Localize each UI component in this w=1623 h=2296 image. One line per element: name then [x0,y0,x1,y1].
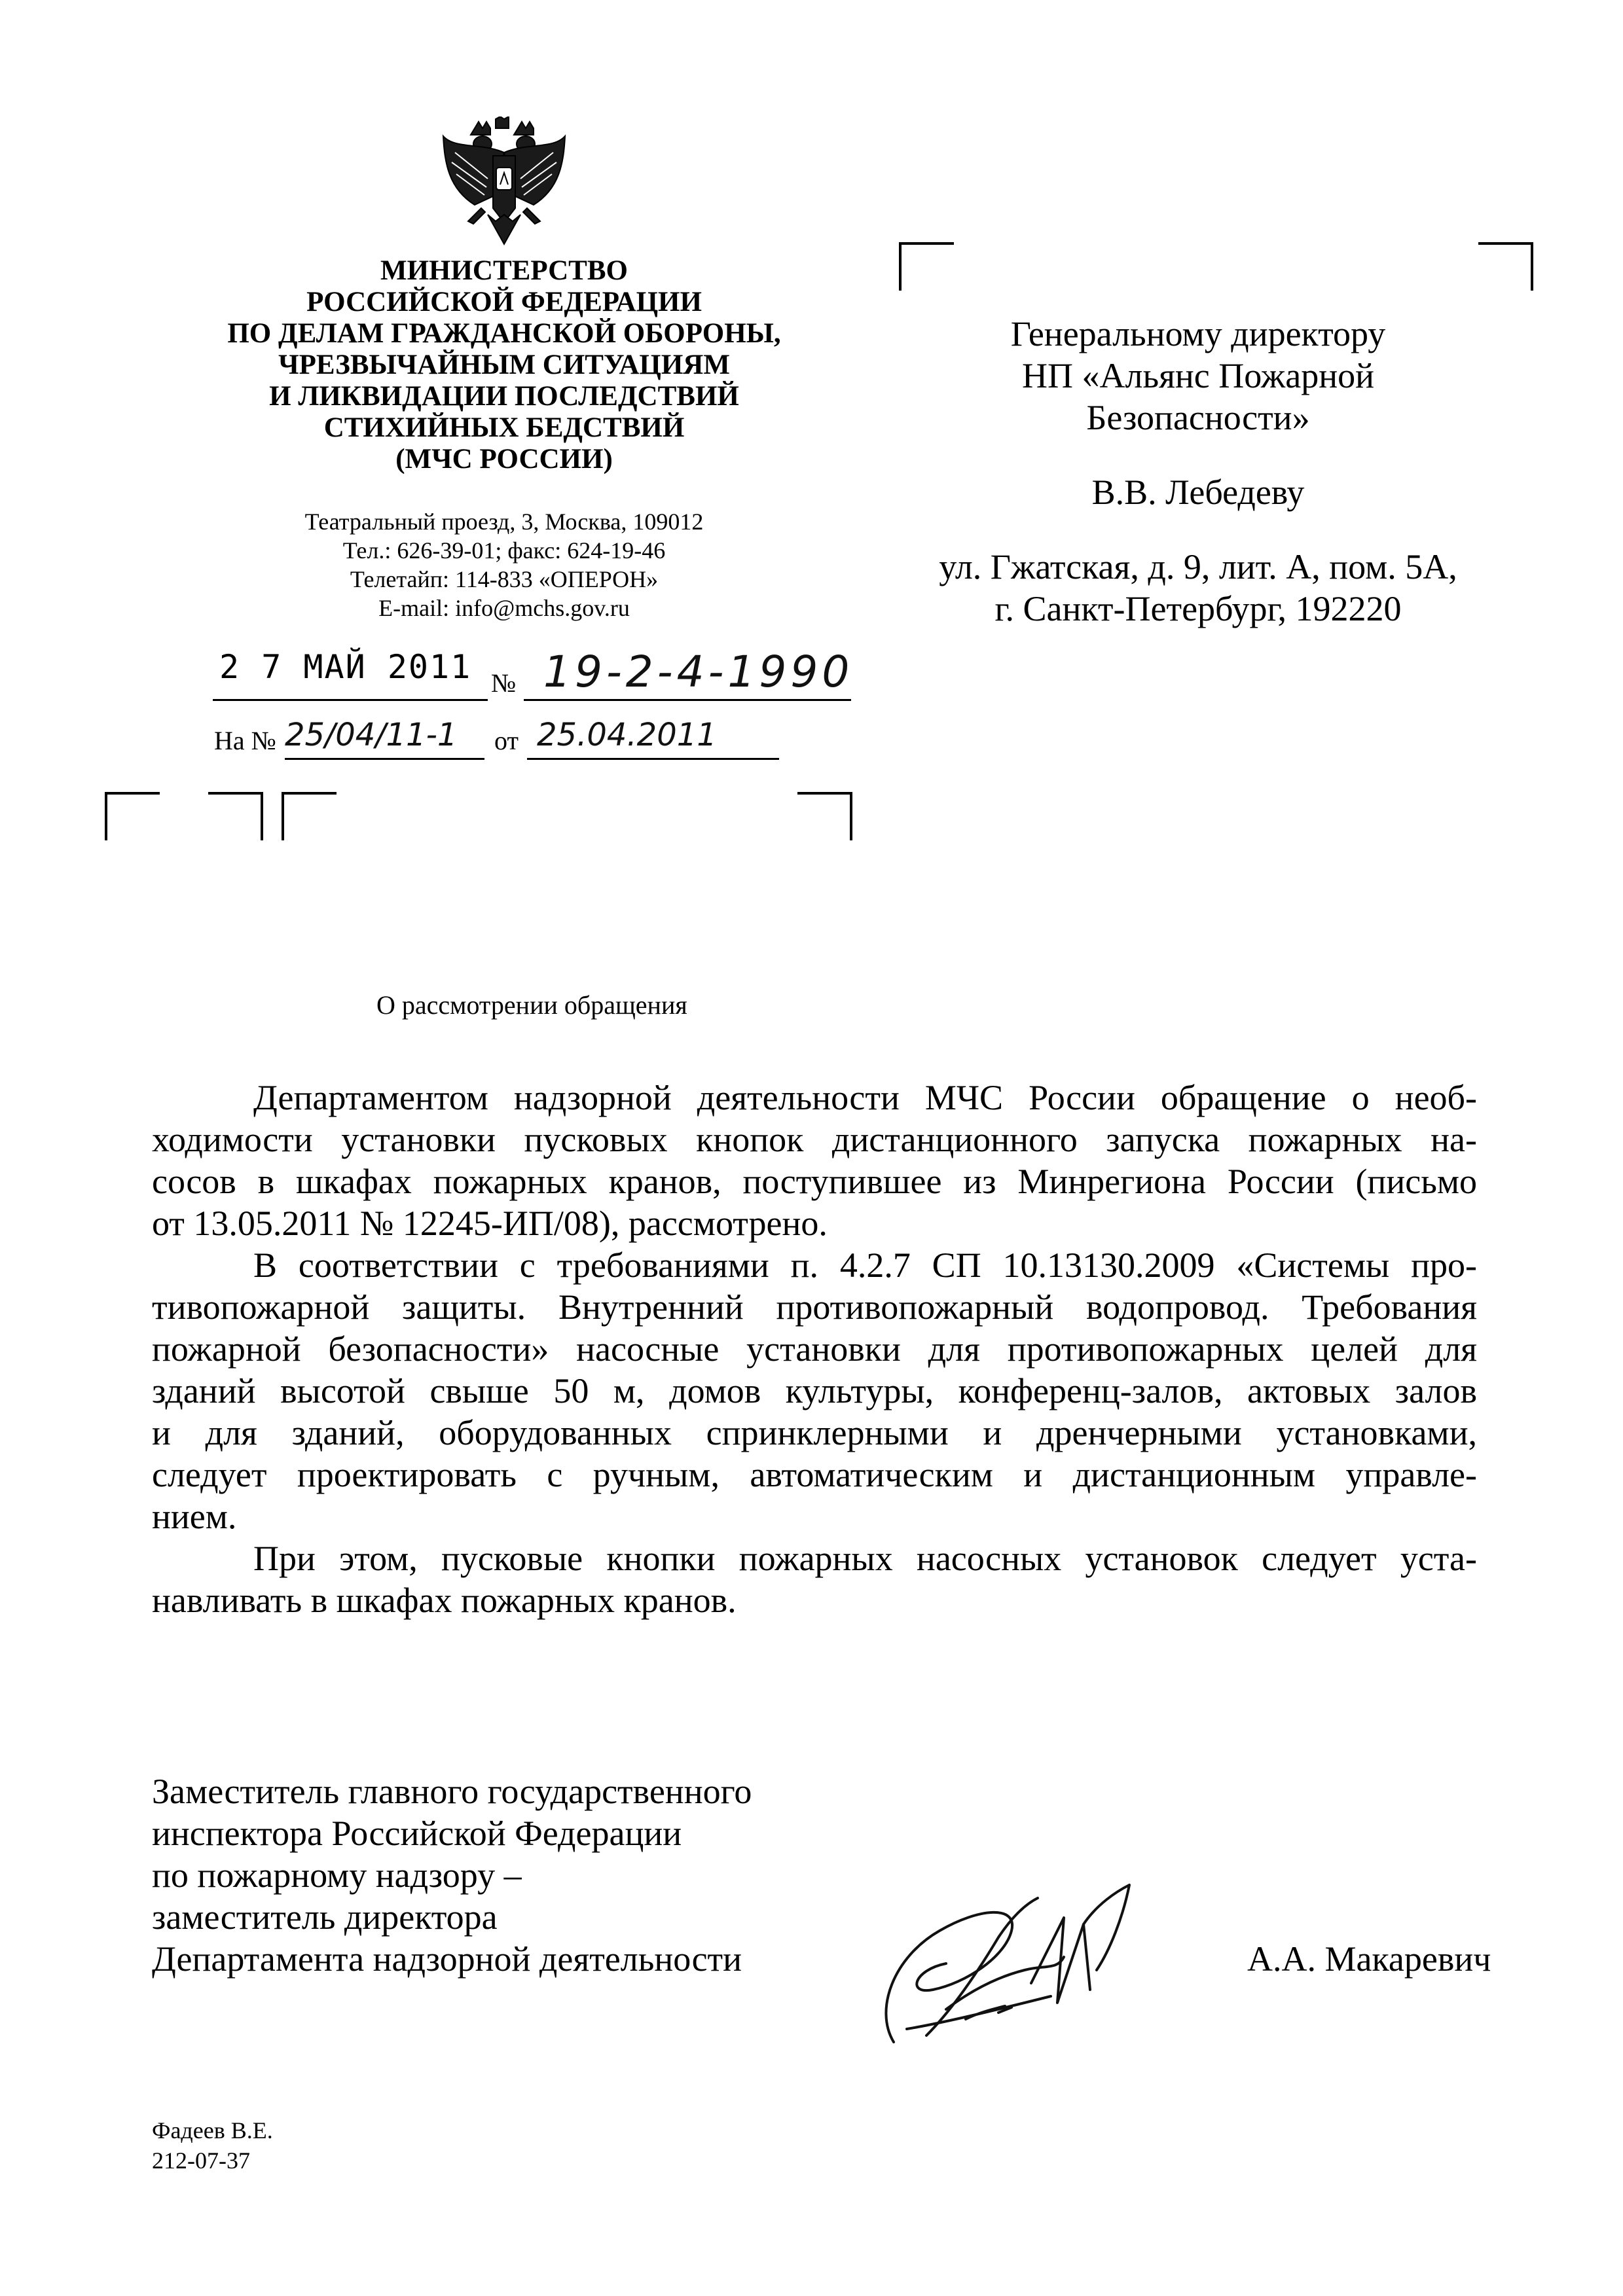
body-line: нием. [152,1497,237,1536]
ministry-line: СТИХИЙНЫХ БЕДСТВИЙ [323,412,685,443]
addressee-block [890,313,1506,630]
ministry-line: ЧРЕЗВЫЧАЙНЫМ СИТУАЦИЯМ [278,350,730,380]
date-stamp: 2 7 МАЙ 2011 [219,648,472,686]
corner-mark-left-2 [208,792,263,840]
ministry-email: E-mail: info@mchs.gov.ru [378,595,630,621]
signer-title-line: Департамента надзорной деятельности [152,1939,742,1979]
reply-date-line [527,758,779,760]
executor-block [152,2115,273,2176]
body-line: В соответствии с требованиями п. 4.2.7 СП 10.13130.2009 «Системы про- [253,1246,1477,1285]
ministry-line: (МЧС РОССИИ) [395,444,613,475]
corner-mark-top-right [1478,242,1533,291]
addressee-line: Генеральному директору [1010,314,1386,353]
signer-title [152,1770,752,1980]
ministry-line: МИНИСТЕРСТВО [380,255,628,286]
ministry-line: РОССИЙСКОЙ ФЕДЕРАЦИИ [306,287,702,317]
reply-number: 25/04/11-1 [285,717,458,753]
signer-name: А.А. Макаревич [1247,1939,1491,1979]
signer-title-line: инспектора Российской Федерации [152,1814,682,1853]
number-line [524,699,851,701]
addressee-name: В.В. Лебедеву [1091,473,1305,512]
ministry-address: Театральный проезд, 3, Москва, 109012 [304,509,704,535]
body-line: Департаментом надзорной деятельности МЧС России обращение о необ- [253,1078,1477,1117]
ministry-teletype: Телетайп: 114-833 «ОПЕРОН» [350,566,659,592]
body-line: При этом, пусковые кнопки пожарных насосных установок следует уста- [253,1539,1477,1578]
date-line [213,699,488,701]
reply-label: На № [214,726,276,755]
body-line: и для зданий, оборудованных спринклерными и дренчерными установками, [152,1413,1477,1452]
reply-from-label: от [494,726,519,755]
addressee-address-line: г. Санкт-Петербург, 192220 [994,589,1402,628]
corner-mark-left-3 [282,792,337,840]
corner-mark-top-left [899,242,954,291]
addressee-line: Безопасности» [1086,398,1310,437]
body-line: пожарной безопасности» насосные установки для противопожарных целей для [152,1329,1477,1369]
coat-of-arms-emblem-icon [435,117,573,247]
body-line: сосов в шкафах пожарных кранов, поступившее из Минрегиона России (письмо [152,1162,1477,1201]
ministry-phone: Тел.: 626-39-01; факс: 624-19-46 [342,537,666,564]
body-line: от 13.05.2011 № 12245-ИП/08), рассмотрено. [152,1204,828,1243]
executor-phone: 212-07-37 [152,2147,250,2174]
reply-number-line [285,758,484,760]
body-line: ходимости установки пусковых кнопок дистанционного запуска пожарных на- [152,1120,1477,1159]
ministry-contacts [196,507,812,622]
letter-subject: О рассмотрении обращения [376,990,687,1020]
body-line: навливать в шкафах пожарных кранов. [152,1581,737,1620]
ministry-line: ПО ДЕЛАМ ГРАЖДАНСКОЙ ОБОРОНЫ, [227,318,781,349]
executor-name: Фадеев В.Е. [152,2117,273,2144]
number-label: № [491,668,517,698]
ministry-line: И ЛИКВИДАЦИИ ПОСЛЕДСТВИЙ [269,381,739,412]
body-line: зданий высотой свыше 50 м, домов культуры, конференц-залов, актовых залов [152,1371,1477,1410]
reply-date: 25.04.2011 [537,717,717,753]
letter-body [152,1077,1477,1621]
corner-mark-left-1 [105,792,160,840]
addressee-line: НП «Альянс Пожарной [1022,356,1374,395]
corner-mark-left-4 [797,792,852,840]
body-line: тивопожарной защиты. Внутренний противопожарный водопровод. Требования [152,1287,1477,1327]
signer-title-line: Заместитель главного государственного [152,1772,752,1811]
handwritten-signature [867,1878,1142,2062]
ministry-name [196,255,812,475]
outgoing-number: 19-2-4-1990 [543,647,854,697]
body-line: следует проектировать с ручным, автоматическим и дистанционным управле- [152,1455,1477,1494]
signer-title-line: по пожарному надзору – [152,1856,522,1895]
signer-title-line: заместитель директора [152,1897,498,1937]
addressee-address-line: ул. Гжатская, д. 9, лит. А, пом. 5А, [939,547,1457,586]
